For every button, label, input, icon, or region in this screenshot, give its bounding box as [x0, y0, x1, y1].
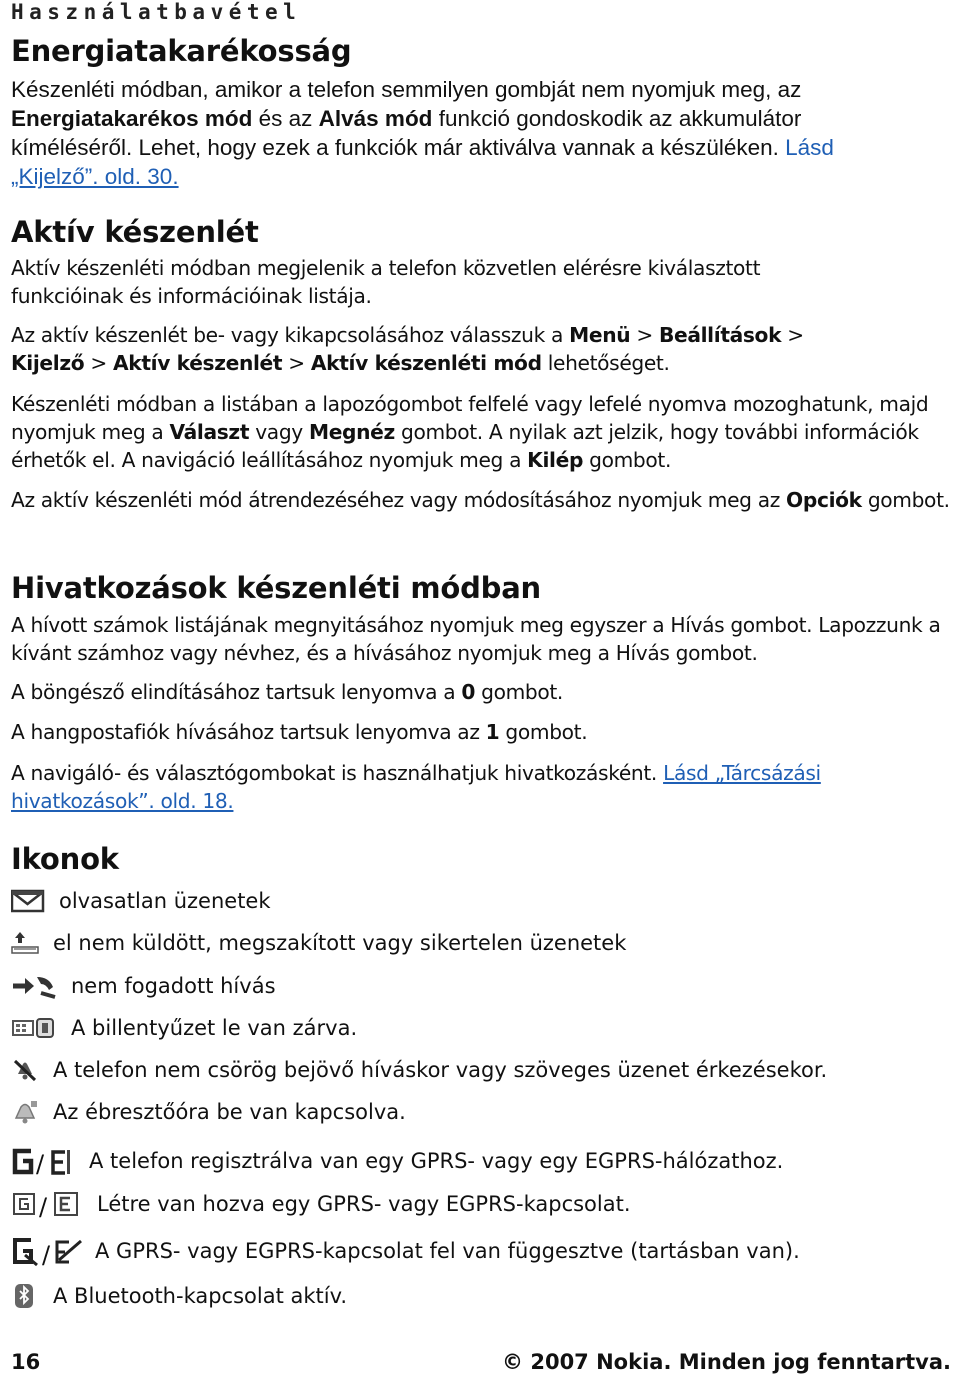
text: gombot. — [499, 720, 588, 744]
text: A böngésző elindításához tartsuk lenyomva a — [11, 680, 462, 704]
section-title-energy: Energiatakarékosság — [11, 34, 352, 68]
page-number: 16 — [11, 1350, 41, 1374]
icon-row-gprs-suspended — [11, 1234, 800, 1268]
text: kíméléséről. Lehet, hogy ezek a funkciók már aktiválva vannak a készüléken. — [11, 135, 786, 160]
text: A navigáló- és választógombokat is használhatjuk hivatkozásként. — [11, 761, 664, 785]
energy-paragraph — [11, 75, 956, 191]
svg-text:/: / — [42, 1241, 51, 1267]
icon-description: olvasatlan üzenetek — [59, 889, 271, 913]
svg-text:/: / — [36, 1150, 45, 1176]
gprs-egprs-connection-icon — [11, 1189, 83, 1219]
active-standby-term: Aktív készenlét — [112, 351, 283, 375]
shortcuts-paragraph-4 — [11, 759, 931, 815]
text: gombot. A nyilak azt jelzik, hogy további információk érhetők el. A navigáció leállításához nyomjuk meg a — [11, 420, 919, 472]
sleep-mode-term: Alvás mód — [318, 106, 433, 131]
section-title-shortcuts: Hivatkozások készenléti módban — [11, 571, 542, 605]
energy-mode-term: Energiatakarékos mód — [11, 106, 253, 131]
icon-row-keylock — [11, 1011, 357, 1045]
outbox-arrow-icon — [11, 930, 41, 956]
settings-term: Beállítások — [658, 323, 782, 347]
missed-call-icon — [11, 973, 57, 999]
separator: > — [630, 323, 659, 347]
icon-row-gprs-connection — [11, 1187, 631, 1221]
key-1: 1 — [485, 720, 500, 744]
icon-row-alarm — [11, 1095, 406, 1129]
select-term: Választ — [169, 420, 250, 444]
icon-description: el nem küldött, megszakított vagy sikertelen üzenetek — [53, 931, 627, 955]
separator: > — [84, 351, 113, 375]
icon-description: A billentyűzet le van zárva. — [71, 1016, 358, 1040]
text: gombot. — [583, 448, 672, 472]
text: gombot. — [861, 488, 950, 512]
text: Az aktív készenléti mód átrendezéséhez vagy módosításához nyomjuk meg az — [11, 488, 787, 512]
options-term: Opciók — [786, 488, 862, 512]
icon-description: A Bluetooth-kapcsolat aktív. — [53, 1284, 348, 1308]
section-title-icons: Ikonok — [11, 842, 119, 876]
text: Az aktív készenlét be- vagy kikapcsolásához válasszuk a — [11, 323, 570, 347]
icon-description: A GPRS- vagy EGPRS-kapcsolat fel van függesztve (tartásban van). — [95, 1239, 800, 1263]
silent-icon — [11, 1056, 39, 1084]
active-paragraph-2 — [11, 321, 956, 377]
text: A hangpostafiók hívásához tartsuk lenyomva az — [11, 720, 486, 744]
key-0: 0 — [461, 680, 476, 704]
shortcuts-paragraph-1: A hívott számok listájának megnyitásához nyomjuk meg egyszer a Hívás gombot. Lapozzunk a kívánt számhoz vagy névhez, és a hívásához nyomjuk meg a Hívás gombot. — [11, 613, 941, 665]
shortcuts-paragraph-2 — [11, 678, 956, 706]
display-term: Kijelző — [11, 351, 85, 375]
separator: > — [282, 351, 311, 375]
active-standby-mode-term: Aktív készenléti mód — [310, 351, 542, 375]
section-title-active-standby: Aktív készenlét — [11, 215, 259, 249]
speed-dial-link[interactable]: Lásd „Tárcsázási hivatkozások”. old. 18. — [11, 761, 821, 813]
icon-description: A telefon nem csörög bejövő híváskor vagy szöveges üzenet érkezésekor. — [53, 1058, 828, 1082]
text: vagy — [249, 420, 309, 444]
text: Készenléti módban a listában a lapozógombot felfelé vagy lefelé nyomva mozoghatunk, majd nyomjuk meg a — [11, 392, 929, 444]
text: lehetőséget. — [541, 351, 670, 375]
icon-description: nem fogadott hívás — [71, 974, 276, 998]
svg-text:/: / — [39, 1193, 48, 1219]
active-paragraph-1: Aktív készenléti módban megjelenik a telefon közvetlen elérésre kiválasztott funkcióinak és információinak listája. — [11, 256, 761, 308]
text: és az — [252, 106, 319, 131]
icon-description: A telefon regisztrálva van egy GPRS- vagy egy EGPRS-hálózathoz. — [89, 1149, 784, 1173]
icon-description: Az ébresztőóra be van kapcsolva. — [53, 1100, 406, 1124]
active-paragraph-3 — [11, 390, 956, 474]
gprs-egprs-registered-icon — [11, 1146, 83, 1176]
keypad-lock-icon — [11, 1016, 57, 1040]
exit-term: Kilép — [527, 448, 584, 472]
icon-row-gprs-registered — [11, 1144, 783, 1178]
bluetooth-icon — [11, 1282, 39, 1310]
shortcuts-paragraph-3 — [11, 718, 956, 746]
text: gombot. — [475, 680, 563, 704]
display-link-part1[interactable]: Lásd — [785, 135, 834, 160]
icon-row-outbox — [11, 926, 626, 960]
copyright: © 2007 Nokia. Minden jog fenntartva. — [502, 1350, 951, 1374]
icon-row-silent — [11, 1053, 827, 1087]
menu-term: Menü — [569, 323, 631, 347]
display-link-part2[interactable]: „Kijelző”. old. 30. — [11, 164, 179, 189]
envelope-icon — [11, 889, 45, 913]
chapter-header: Használatbavétel — [11, 0, 302, 24]
alarm-icon — [11, 1098, 39, 1126]
icon-description: Létre van hozva egy GPRS- vagy EGPRS-kapcsolat. — [97, 1192, 631, 1216]
view-term: Megnéz — [308, 420, 395, 444]
icon-row-missed-call — [11, 969, 276, 1003]
active-paragraph-4 — [11, 486, 956, 514]
icon-row-bluetooth — [11, 1279, 347, 1313]
text: funkció gondoskodik az akkumulátor — [432, 106, 802, 131]
separator: > — [781, 323, 804, 347]
text: Készenléti módban, amikor a telefon semmilyen gombját nem nyomjuk meg, az — [11, 77, 802, 102]
icon-row-unread — [11, 884, 271, 918]
gprs-egprs-suspended-icon — [11, 1235, 83, 1267]
